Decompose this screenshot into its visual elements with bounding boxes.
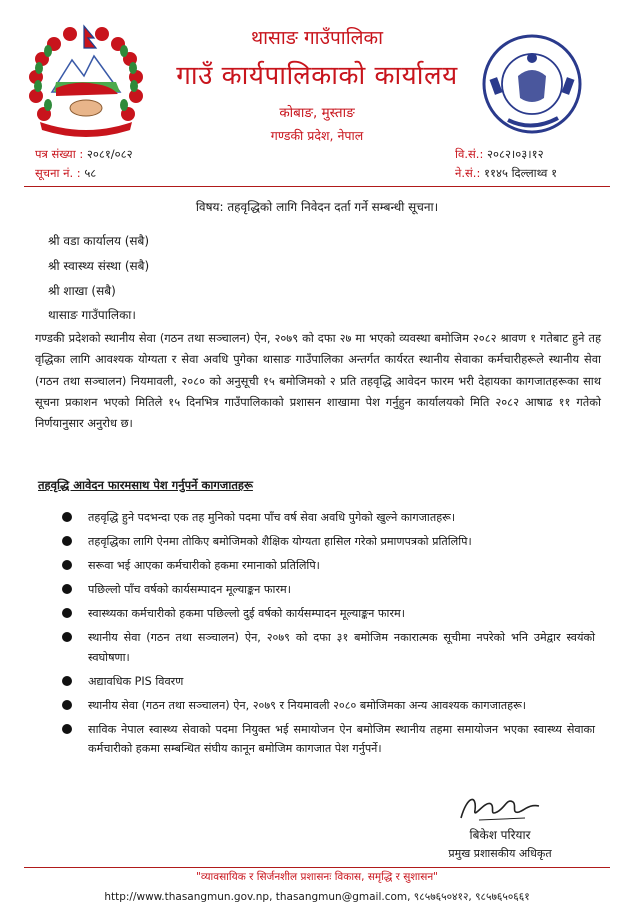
addressee: थासाङ गाउँपालिका। (48, 308, 136, 322)
list-item (60, 696, 595, 716)
notice-number-label: सूचना नं. : (35, 166, 81, 180)
office-name: गाउँ कार्यपालिकाको कार्यालय (176, 61, 458, 91)
list-item-text: स्थानीय सेवा (गठन तथा सञ्चालन) ऐन, २०७९ र नियमावली २०८० बमोजिमका अन्य आवश्यक कागजातहरू। (88, 698, 527, 712)
list-item (60, 556, 595, 576)
notice-number-value: ५८ (84, 166, 97, 180)
list-item (60, 628, 595, 667)
ns-date-value: ११४५ दिल्लाथ्व १ (484, 166, 558, 180)
letter-number-value: २०८१/०८२ (86, 147, 133, 161)
list-item (60, 532, 595, 552)
letter-subject: विषय: तहवृद्धिको लागि निवेदन दर्ता गर्ने सम्बन्धी सूचना। (195, 200, 439, 214)
signer-title: प्रमुख प्रशासकीय अधिकृत (448, 847, 552, 860)
province-country: गण्डकी प्रदेश, नेपाल (270, 128, 364, 143)
documents-list (60, 508, 595, 763)
addressee: श्री वडा कार्यालय (सबै) (48, 234, 150, 248)
bullet-icon (62, 724, 72, 734)
list-item-text: तहवृद्धिका लागि ऐनमा तोकिए बमोजिमको शैक्षिक योग्यता हासिल गरेको प्रमाणपत्रको प्रतिलिपि। (88, 535, 472, 548)
bullet-icon (62, 632, 72, 642)
list-item-text: तहवृद्धि हुने पदभन्दा एक तह मुनिको पदमा पाँच वर्ष सेवा अवधि पुगेको खुल्ने कागजातहरू। (88, 511, 456, 524)
signer-name: बिकेश परियार (469, 828, 531, 842)
footer-slogan: "व्यावसायिक र सिर्जनशील प्रशासनः विकास, समृद्धि र सुशासन" (196, 871, 438, 883)
list-item (60, 720, 595, 759)
bs-date (455, 147, 544, 162)
header-divider (24, 186, 610, 187)
list-item (60, 508, 595, 528)
list-item (60, 580, 595, 600)
bs-date-label: वि.सं.: (455, 147, 484, 161)
bullet-icon (62, 608, 72, 618)
list-item-text: सरूवा भई आएका कर्मचारीको हकमा रमानाको प्रतिलिपि। (88, 559, 320, 572)
ns-date (455, 166, 557, 181)
letter-number (35, 147, 133, 162)
addressee: श्री स्वास्थ्य संस्था (सबै) (48, 259, 150, 273)
list-item (60, 604, 595, 624)
signature (455, 790, 545, 826)
letter-number-label: पत्र संख्या : (35, 147, 84, 161)
bullet-icon (62, 700, 72, 710)
office-seal-stamp (478, 28, 586, 140)
bullet-icon (62, 676, 72, 686)
list-item-text: साविक नेपाल स्वास्थ्य सेवाको पदमा नियुक्त भई समायोजन ऐन बमोजिम स्थानीय तहमा समायोजन भएका स्वास्थ्य सेवाका कर्मचारीको हकमा सम्बन्धित संघीय कानून बमोजिम कागजात पेश गर्नुपर्ने। (88, 722, 595, 755)
bullet-icon (62, 536, 72, 546)
list-item-text: अद्यावधिक PIS विवरण (88, 674, 184, 688)
addressee: श्री शाखा (सबै) (48, 284, 116, 298)
notice-number (35, 166, 96, 181)
footer-divider (24, 867, 610, 868)
office-location: कोबाङ, मुस्ताङ (279, 105, 355, 121)
list-item (60, 672, 595, 692)
list-item-text: स्वास्थ्यका कर्मचारीको हकमा पछिल्लो दुई वर्षको कार्यसम्पादन मूल्याङ्कन फारम। (88, 607, 405, 620)
ns-date-label: ने.सं.: (455, 166, 481, 180)
nepal-emblem-icon (26, 22, 146, 140)
bullet-icon (62, 560, 72, 570)
list-item-text: स्थानीय सेवा (गठन तथा सञ्चालन) ऐन, २०७९ को दफा ३१ बमोजिम नकारात्मक सूचीमा नपरेको भनि उमेद्वार स्वयंको स्वघोषणा। (88, 631, 595, 664)
notice-body: गण्डकी प्रदेशको स्थानीय सेवा (गठन तथा सञ्चालन) ऐन, २०७९ को दफा २७ मा भएको व्यवस्था बमोजिम २०८२ श्रावण १ गतेबाट हुने तह वृद्धिका लागि आवश्यक योग्यता र सेवा अवधि पुगेका थासाङ गाउँपालिका अन्तर्गत कार्यरत स्थानीय सेवाका कर्मचारीहरूले स्थानीय सेवा (गठन तथा सञ्चालन) नियमावली, २०८० को अनुसूची १५ बमोजिमको २ प्रति तहवृद्धि आवेदन फारम भरी देहायका कागजातहरूका साथ सूचना प्रकाशन भएको मितिले १५ दिनभित्र गाउँपालिकाको प्रशासन शाखामा पेश गर्नुहुन कार्यालयको मिति २०८२ आषाढ ११ गतेको निर्णयानुसार अनुरोध छ। (35, 331, 601, 431)
bullet-icon (62, 584, 72, 594)
bullet-icon (62, 512, 72, 522)
municipality-name: थासाङ गाउँपालिका (250, 27, 384, 49)
bs-date-value: २०८२।०३।१२ (487, 147, 544, 161)
list-item-text: पछिल्लो पाँच वर्षको कार्यसम्पादन मूल्याङ्कन फारम। (88, 583, 291, 596)
documents-heading: तहवृद्धि आवेदन फारमसाथ पेश गर्नुपर्ने कागजातहरू (38, 478, 253, 492)
footer-contact: http://www.thasangmun.gov.np, thasangmun@gmail.com, ९८५७६५०४१२, ९८५७६५०६६१ (104, 891, 530, 903)
